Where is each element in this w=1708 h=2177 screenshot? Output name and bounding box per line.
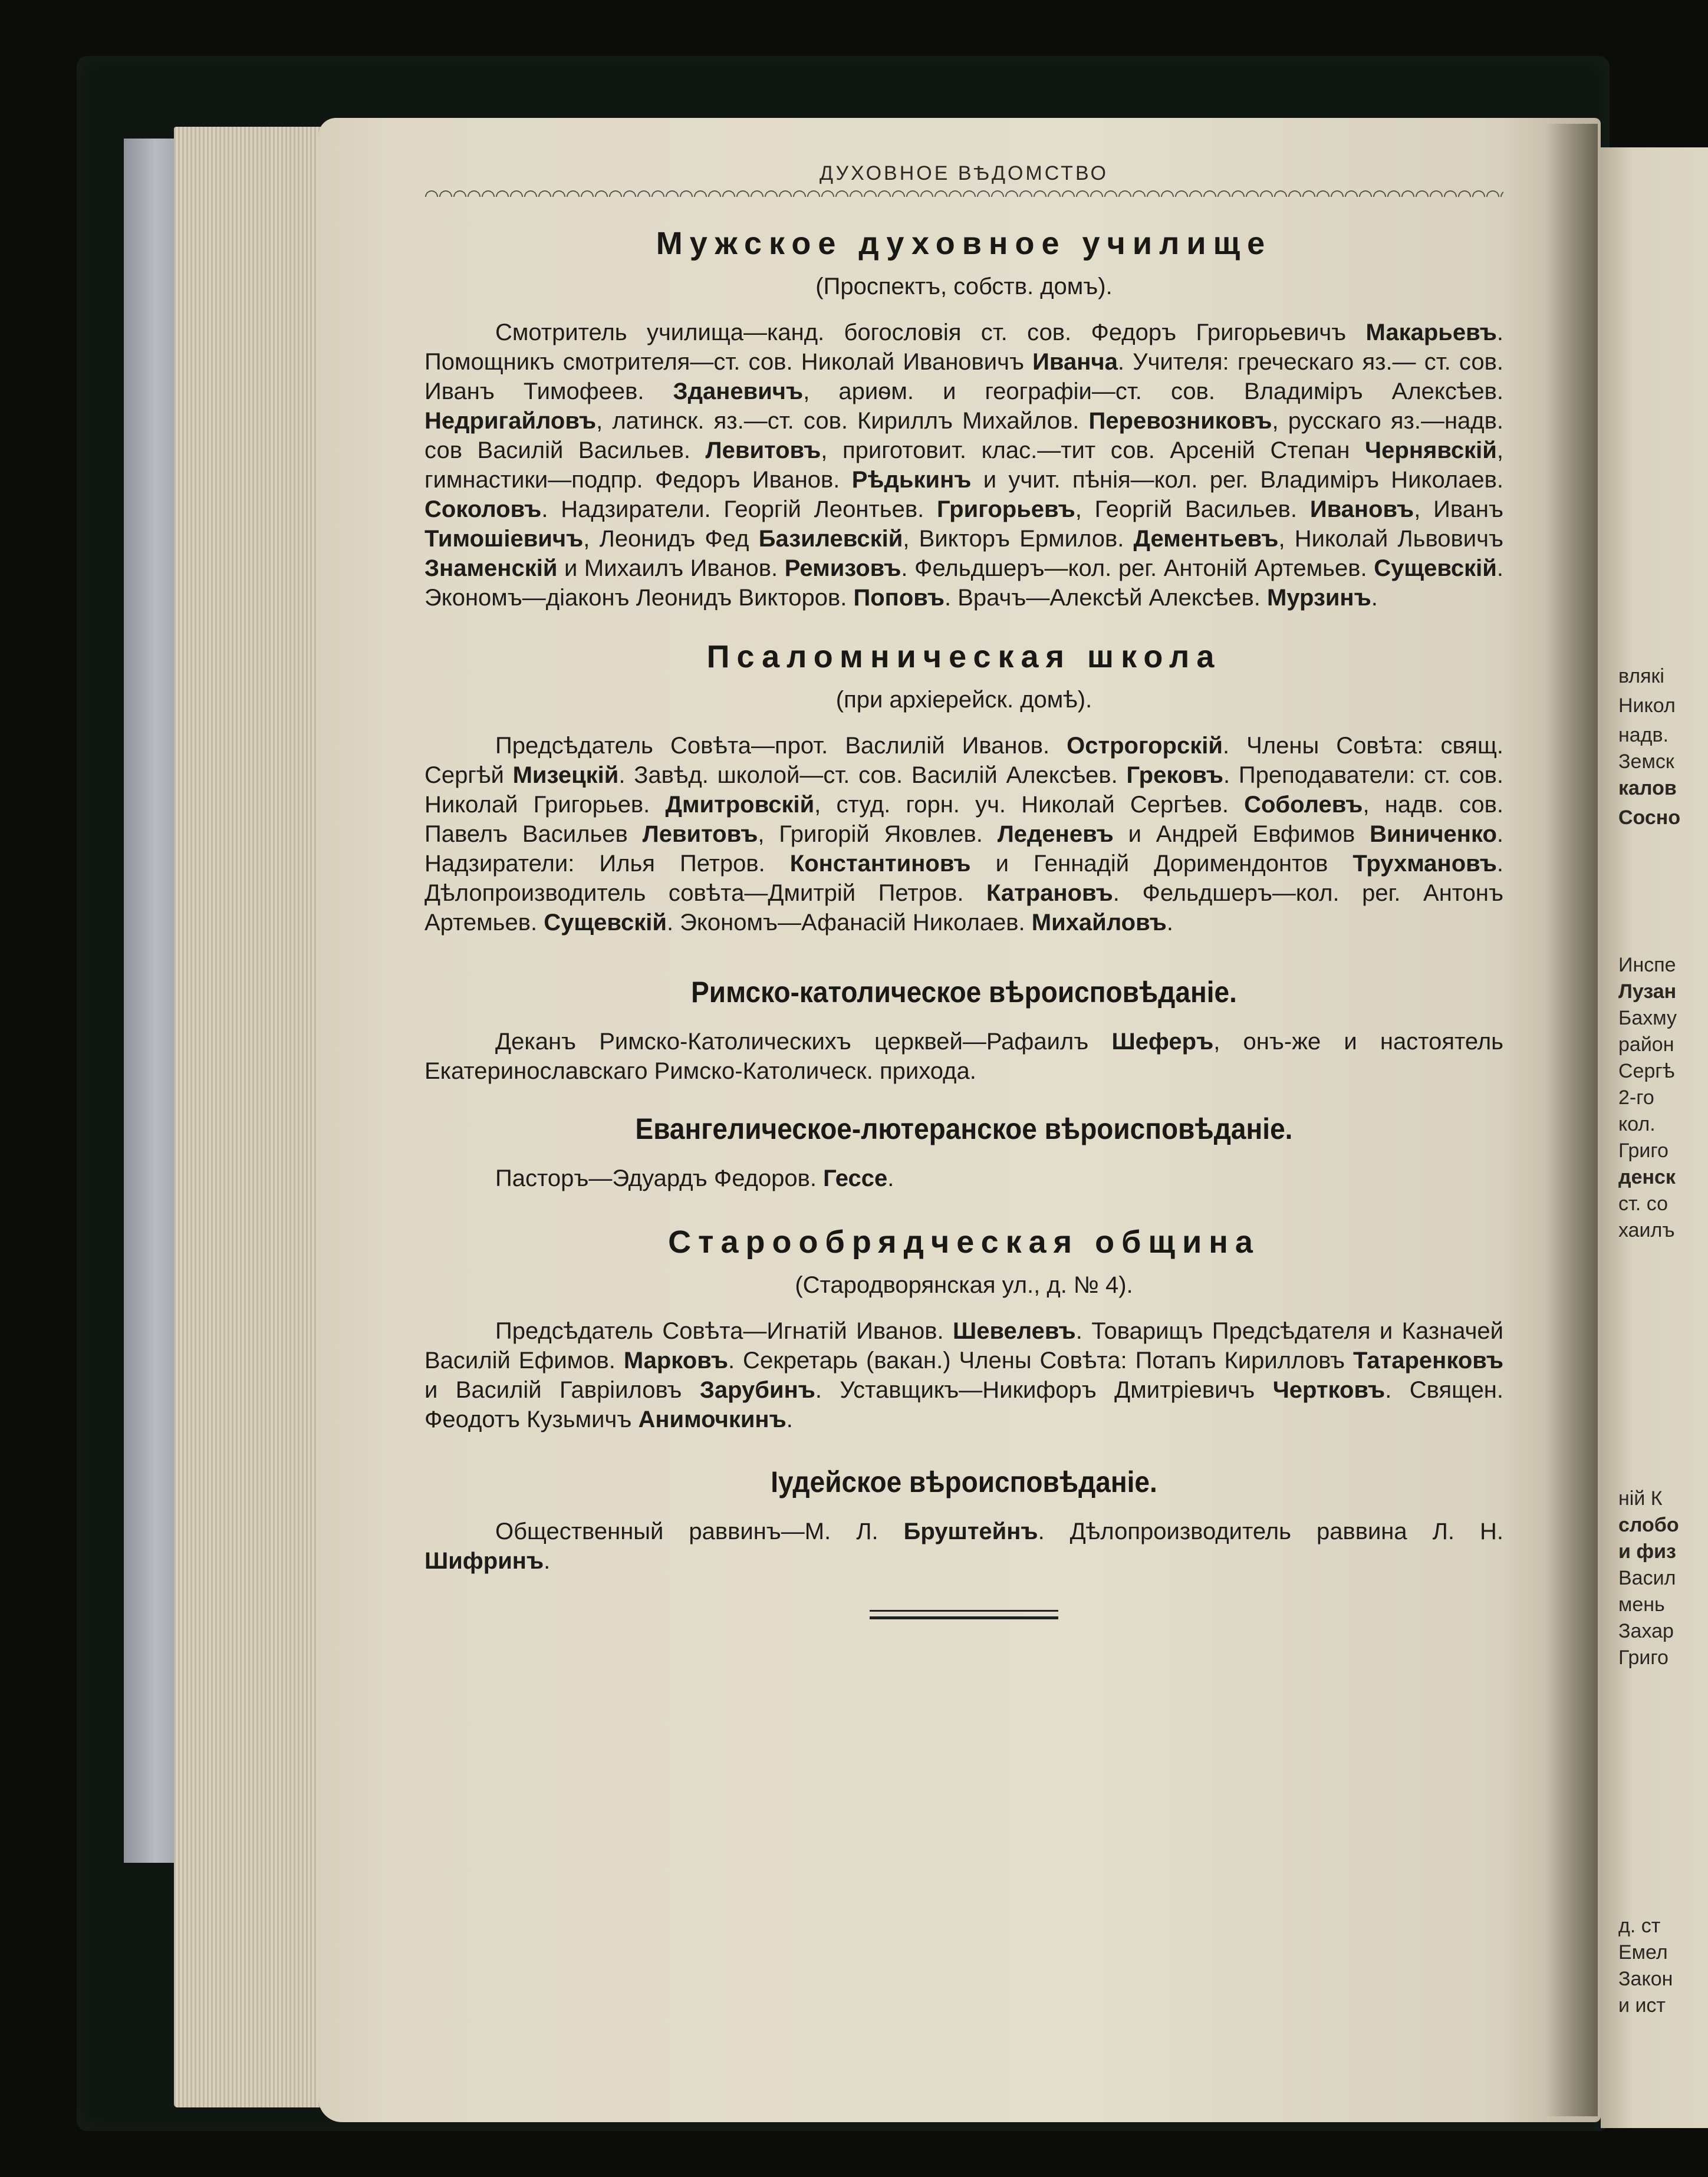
person-surname: Макарьевъ bbox=[1365, 320, 1497, 345]
end-rule-thin bbox=[870, 1610, 1058, 1612]
section-title-catholic: Римско-католическое вѣроисповѣданіе. bbox=[691, 976, 1237, 1009]
person-surname: Анимочкинъ bbox=[638, 1407, 786, 1432]
adjacent-page-text: Сосно bbox=[1618, 806, 1681, 829]
body-text-run: и Андрей Евфимов bbox=[1113, 821, 1370, 847]
person-surname: Чертковъ bbox=[1272, 1377, 1386, 1403]
adjacent-page-text: Земск bbox=[1618, 750, 1674, 773]
adjacent-page-text: район bbox=[1618, 1033, 1674, 1056]
body-text-run: , Иванъ bbox=[1414, 496, 1503, 522]
person-surname: Соколовъ bbox=[424, 496, 542, 522]
body-text-run: . Преподаватели: ст. сов. Николай Григорьев. bbox=[424, 762, 1504, 818]
person-surname: Недригайловъ bbox=[424, 408, 597, 434]
person-surname: Острогорскій bbox=[1067, 733, 1223, 759]
person-surname: Трухмановъ bbox=[1352, 851, 1497, 877]
person-surname: Базилевскій bbox=[758, 526, 903, 552]
adjacent-page-text: и ист bbox=[1618, 1994, 1666, 2017]
person-surname: Шевелевъ bbox=[953, 1318, 1076, 1344]
person-surname: Поповъ bbox=[853, 585, 944, 611]
body-text-run: , русскаго яз.—надв. сов Василій Васильев. bbox=[424, 408, 1504, 463]
section-body-catholic bbox=[424, 1027, 1503, 1086]
person-surname: Бруштейнъ bbox=[903, 1519, 1038, 1544]
person-surname: Виниченко bbox=[1370, 821, 1497, 847]
body-text-run: . Помощникъ смотрителя—ст. сов. Николай Ивановичъ bbox=[424, 320, 1503, 375]
adjacent-page-text: ній К bbox=[1618, 1487, 1663, 1510]
person-surname: Леденевъ bbox=[997, 821, 1114, 847]
body-text-run: . Дѣлопроизводитель совѣта—Дмитрій Петров. bbox=[424, 851, 1503, 906]
adjacent-page-text: слобо bbox=[1618, 1514, 1679, 1536]
adjacent-page-text: Григо bbox=[1618, 1139, 1668, 1162]
body-text-run: , Григорій Яковлев. bbox=[758, 821, 998, 847]
adjacent-page bbox=[1601, 147, 1708, 2128]
body-text-run: и учит. пѣнія—кол. рег. Владиміръ Николаев. bbox=[971, 467, 1504, 493]
body-text-run: . Священ. Феодотъ Кузьмичъ bbox=[424, 1377, 1504, 1432]
body-text-run: . Завѣд. школой—ст. сов. Василій Алексѣев. bbox=[618, 762, 1127, 788]
person-surname: Константиновъ bbox=[789, 851, 971, 877]
person-surname: Ремизовъ bbox=[784, 555, 901, 581]
adjacent-page-text: мень bbox=[1618, 1593, 1665, 1616]
adjacent-page-text: Инспе bbox=[1618, 954, 1676, 976]
body-text-run: , Николай Львовичъ bbox=[1278, 526, 1503, 552]
body-text-run: , гимнастики—подпр. Федоръ Иванов. bbox=[424, 437, 1504, 493]
body-text-run: . bbox=[1371, 585, 1378, 611]
body-text-run: , ариѳм. и географіи—ст. сов. Владиміръ Алексѣев. bbox=[803, 378, 1503, 404]
person-surname: Сущевскій bbox=[1374, 555, 1497, 581]
person-surname: Мурзинъ bbox=[1267, 585, 1371, 611]
person-surname: Мизецкій bbox=[512, 762, 619, 788]
adjacent-page-text: ст. со bbox=[1618, 1193, 1668, 1215]
person-surname: Грековъ bbox=[1126, 762, 1224, 788]
person-surname: Марковъ bbox=[623, 1348, 728, 1374]
section-subtitle-mens-school: (Проспектъ, собств. домъ). bbox=[815, 274, 1113, 299]
person-surname: Рѣдькинъ bbox=[851, 467, 972, 493]
body-text-run: и Михаилъ Иванов. bbox=[557, 555, 785, 581]
body-text-run: Предсѣдатель Совѣта—прот. Васлилій Иванов. bbox=[495, 733, 1067, 759]
body-text-run: , латинск. яз.—ст. сов. Кириллъ Михайлов. bbox=[596, 408, 1089, 434]
body-text-run: , Георгій Васильев. bbox=[1075, 496, 1310, 522]
adjacent-page-text: надв. bbox=[1618, 724, 1669, 746]
body-text-run: . Экономъ—Афанасій Николаев. bbox=[666, 910, 1032, 936]
body-text-run: Деканъ Римско-Католическихъ церквей—Рафаилъ bbox=[495, 1029, 1112, 1055]
body-text-run: , Викторъ Ермилов. bbox=[903, 526, 1134, 552]
person-surname: Иванча bbox=[1032, 349, 1118, 375]
person-surname: Григорьевъ bbox=[937, 496, 1075, 522]
adjacent-page-text: и физ bbox=[1618, 1540, 1676, 1563]
section-title-jewish: Іудейское вѣроисповѣданіе. bbox=[771, 1465, 1157, 1498]
adjacent-page-text: Васил bbox=[1618, 1567, 1676, 1589]
person-surname: Гессе bbox=[823, 1165, 888, 1191]
body-text-run: . Товарищъ Предсѣдателя и Казначей Василій Ефимов. bbox=[424, 1318, 1504, 1374]
section-title-mens-school: Мужское духовное училище bbox=[656, 226, 1272, 261]
adjacent-page-text: Закон bbox=[1618, 1968, 1673, 1990]
person-surname: Михайловъ bbox=[1031, 910, 1167, 936]
body-text-run: . Экономъ—діаконъ Леонидъ Викторов. bbox=[424, 555, 1504, 611]
adjacent-page-text: Захар bbox=[1618, 1620, 1674, 1642]
person-surname: Тимошіевичъ bbox=[424, 526, 584, 552]
adjacent-page-text: калов bbox=[1618, 777, 1677, 799]
body-text-run: , приготовит. клас.—тит сов. Арсеній Степан bbox=[821, 437, 1365, 463]
body-text-run: , надв. сов. Павелъ Васильев bbox=[424, 792, 1504, 847]
body-text-run: . Уставщикъ—Никифоръ Дмитріевичъ bbox=[815, 1377, 1273, 1403]
adjacent-page-text: Лузан bbox=[1618, 980, 1677, 1003]
body-text-run: . Члены Совѣта: свящ. Сергѣй bbox=[424, 733, 1503, 788]
person-surname: Шифринъ bbox=[424, 1548, 544, 1574]
section-body-mens-school bbox=[424, 318, 1503, 612]
section-title-psalm-school: Псаломническая школа bbox=[706, 639, 1222, 674]
adjacent-page-text: Емел bbox=[1618, 1941, 1668, 1964]
person-surname: Дмитровскій bbox=[665, 792, 815, 818]
section-body-lutheran bbox=[424, 1164, 1503, 1193]
body-text-run: , онъ-же и настоятель Екатеринославскаго Римско-Католическ. прихода. bbox=[424, 1029, 1503, 1084]
gutter-shadow bbox=[1545, 124, 1598, 2116]
body-text-run: . bbox=[786, 1407, 793, 1432]
adjacent-page-text: д. ст bbox=[1618, 1915, 1661, 1937]
section-subtitle-psalm-school: (при архіерейск. домѣ). bbox=[835, 687, 1092, 713]
body-text-run: . Секретарь (вакан.) Члены Совѣта: Потапъ Кирилловъ bbox=[728, 1348, 1353, 1374]
person-surname: Татаренковъ bbox=[1352, 1348, 1504, 1374]
person-surname: Зданевичъ bbox=[673, 378, 804, 404]
person-surname: Перевозниковъ bbox=[1088, 408, 1272, 434]
person-surname: Ивановъ bbox=[1309, 496, 1414, 522]
person-surname: Сущевскій bbox=[544, 910, 667, 936]
body-text-run: и Геннадій Доримендонтов bbox=[970, 851, 1353, 877]
person-surname: Левитовъ bbox=[705, 437, 821, 463]
section-subtitle-old-believers: (Стародворянская ул., д. № 4). bbox=[795, 1272, 1133, 1298]
page-block-side bbox=[124, 139, 177, 1863]
body-text-run: и Василій Гавріиловъ bbox=[424, 1377, 700, 1403]
end-rule-thick bbox=[870, 1616, 1058, 1619]
adjacent-page-text: Бахму bbox=[1618, 1007, 1677, 1029]
section-title-lutheran: Евангелическое-лютеранское вѣроисповѣданіе. bbox=[635, 1112, 1293, 1145]
adjacent-page-text: Никол bbox=[1618, 694, 1676, 717]
body-text-run: , Леонидъ Фед bbox=[583, 526, 759, 552]
person-surname: Левитовъ bbox=[642, 821, 758, 847]
body-text-run: Пасторъ—Эдуардъ Федоров. bbox=[495, 1165, 824, 1191]
body-text-run: . Фельдшеръ—кол. рег. Антонъ Артемьев. bbox=[424, 880, 1503, 936]
page-stack-edge bbox=[174, 127, 327, 2107]
running-head: ДУХОВНОЕ ВѢДОМСТВО bbox=[820, 162, 1108, 185]
body-text-run: . bbox=[544, 1548, 551, 1574]
body-text-run: Смотритель училища—канд. богословія ст. сов. Федоръ Григорьевичъ bbox=[495, 320, 1366, 345]
header-wavy-rule bbox=[424, 189, 1503, 204]
body-text-run: . Надзиратели. Георгій Леонтьев. bbox=[541, 496, 937, 522]
body-text-run: . bbox=[887, 1165, 894, 1191]
body-text-run: . Учителя: греческаго яз.— ст. сов. Иванъ Тимофеев. bbox=[424, 349, 1503, 404]
person-surname: Знаменскій bbox=[424, 555, 558, 581]
person-surname: Чернявскій bbox=[1365, 437, 1497, 463]
body-text-run: . Фельдшеръ—кол. рег. Антоній Артемьев. bbox=[901, 555, 1374, 581]
person-surname: Зарубинъ bbox=[699, 1377, 815, 1403]
body-text-run: Предсѣдатель Совѣта—Игнатій Иванов. bbox=[495, 1318, 953, 1344]
person-surname: Дементьевъ bbox=[1133, 526, 1279, 552]
section-body-old-believers bbox=[424, 1316, 1503, 1434]
adjacent-page-text: кол. bbox=[1618, 1113, 1656, 1135]
body-text-run: Общественный раввинъ—М. Л. bbox=[495, 1519, 904, 1544]
page-content bbox=[424, 147, 1503, 1619]
adjacent-page-text: хаилъ bbox=[1618, 1219, 1675, 1241]
adjacent-page-text: денск bbox=[1618, 1166, 1676, 1188]
body-text-run: . bbox=[1166, 910, 1173, 936]
body-text-run: , студ. горн. уч. Николай Сергѣев. bbox=[814, 792, 1245, 818]
adjacent-page-text: 2-го bbox=[1618, 1086, 1654, 1109]
person-surname: Катрановъ bbox=[986, 880, 1113, 906]
adjacent-page-text: Сергѣ bbox=[1618, 1060, 1675, 1082]
person-surname: Шеферъ bbox=[1111, 1029, 1214, 1055]
section-body-jewish bbox=[424, 1517, 1503, 1576]
adjacent-page-text: влякі bbox=[1618, 665, 1664, 687]
body-text-run: . Врачъ—Алексѣй Алексѣев. bbox=[944, 585, 1267, 611]
section-title-old-believers: Старообрядческая община bbox=[668, 1224, 1260, 1260]
body-text-run: . Надзиратели: Илья Петров. bbox=[424, 821, 1503, 877]
adjacent-page-text: Григо bbox=[1618, 1646, 1668, 1669]
section-body-psalm-school bbox=[424, 731, 1503, 937]
body-text-run: . Дѣлопроизводитель раввина Л. Н. bbox=[1038, 1519, 1503, 1544]
person-surname: Соболевъ bbox=[1244, 792, 1363, 818]
